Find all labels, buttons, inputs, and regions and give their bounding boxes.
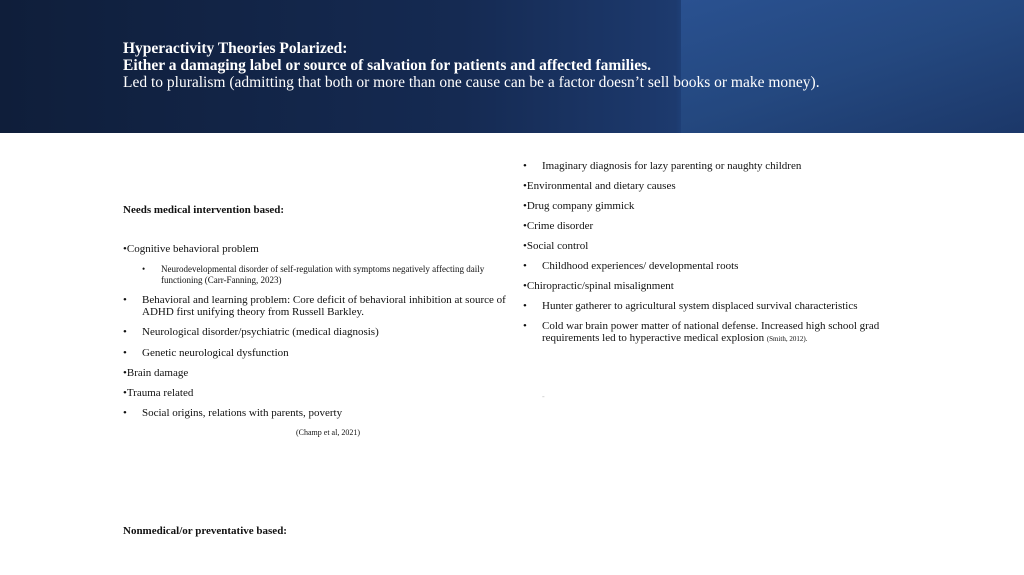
list-item: •Environmental and dietary causes — [523, 180, 676, 192]
list-item: •Brain damage — [123, 367, 189, 379]
medical-heading: Needs medical intervention based: — [123, 204, 285, 216]
list-item: • Imaginary diagnosis for lazy parenting or naughty children — [523, 160, 903, 172]
list-item: • Childhood experiences/ developmental roots — [523, 260, 903, 272]
trailing-mark: - — [542, 392, 545, 401]
list-item: •Chiropractic/spinal misalignment — [523, 280, 674, 292]
nonmedical-heading: Nonmedical/or preventative based: — [123, 525, 287, 537]
slide-subtitle: Either a damaging label or source of salvation for patients and affected families. — [123, 57, 651, 74]
list-item: •Drug company gimmick — [523, 200, 635, 212]
list-item: •Cognitive behavioral problem — [123, 243, 259, 255]
left-column — [123, 150, 513, 537]
list-item: • Genetic neurological dysfunction — [123, 347, 513, 359]
list-item: • Social origins, relations with parents, poverty — [123, 407, 513, 419]
list-item: • Neurodevelopmental disorder of self-regulation with symptoms negatively affecting daily functioning (Carr-Fanning, 2023) — [123, 264, 513, 286]
list-item: •Social control — [523, 240, 589, 252]
list-item: •Crime disorder — [523, 220, 594, 232]
right-column — [523, 160, 903, 403]
title-block — [123, 40, 1003, 91]
list-item-text: Cold war brain power matter of national defense. Increased high school grad requirements led to hyperactive medical explosion — [542, 320, 880, 344]
slide-title: Hyperactivity Theories Polarized: — [123, 40, 348, 57]
list-item: • Neurological disorder/psychiatric (medical diagnosis) — [123, 326, 513, 338]
list-item: •Trauma related — [123, 387, 194, 399]
citation: (Smith, 2012). — [766, 335, 808, 343]
list-item — [523, 320, 903, 345]
list-item: • Behavioral and learning problem: Core deficit of behavioral inhibition at source of ADHD first unifying theory from Russell Barkley. — [123, 294, 513, 318]
slide-subtitle-line3: Led to pluralism (admitting that both or more than one cause can be a factor doesn’t sell books or make money). — [123, 74, 820, 91]
citation: (Champ et al, 2021) — [296, 428, 360, 437]
list-item: • Hunter gatherer to agricultural system displaced survival characteristics — [523, 300, 903, 312]
